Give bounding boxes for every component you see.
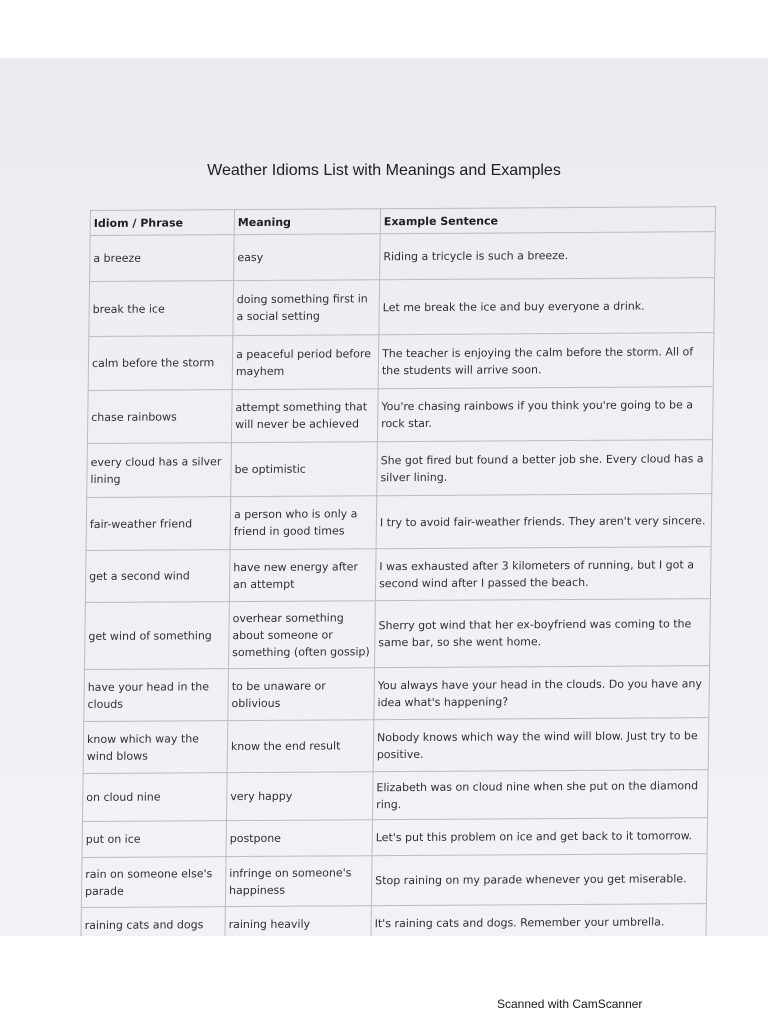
table-row — [89, 278, 715, 337]
example-cell: She got fired but found a better job she. Every cloud has a silver lining. — [377, 440, 713, 496]
example-cell: Let's put this problem on ice and get back to it tomorrow. — [372, 818, 708, 856]
meaning-cell: attempt something that will never be achieved — [231, 389, 378, 443]
table-row — [82, 818, 708, 858]
meaning-cell: be optimistic — [231, 442, 378, 497]
example-cell: Stop raining on my parade whenever you get miserable. — [371, 854, 707, 906]
meaning-cell: very happy — [227, 772, 374, 821]
example-cell: Riding a tricycle is such a breeze. — [380, 232, 716, 280]
meaning-cell: infringe on someone's happiness — [225, 856, 372, 907]
table-row — [81, 854, 707, 908]
example-cell: Let me break the ice and buy everyone a drink. — [379, 278, 715, 335]
table-row — [87, 440, 713, 498]
idiom-cell: every cloud has a silver lining — [87, 443, 232, 498]
table-row — [82, 770, 708, 822]
idiom-cell: break the ice — [89, 281, 234, 337]
idiom-cell: get wind of something — [84, 602, 229, 670]
example-cell: Nobody knows which way the wind will blow. Just try to be positive. — [373, 718, 709, 772]
idiom-cell: raining cats and dogs — [81, 907, 225, 936]
table-header-row — [90, 207, 715, 236]
document-title: Weather Idioms List with Meanings and Examples — [207, 162, 561, 179]
meaning-cell: to be unaware or oblivious — [228, 668, 375, 721]
idiom-cell: rain on someone else's parade — [81, 857, 226, 908]
meaning-cell: have new energy after an attempt — [229, 549, 376, 602]
column-header-example: Example Sentence — [380, 207, 715, 234]
table-row — [83, 718, 709, 774]
meaning-cell: a peaceful period before mayhem — [232, 335, 379, 390]
example-cell: The teacher is enjoying the calm before the storm. All of the students will arrive soon. — [378, 333, 714, 389]
idiom-cell: chase rainbows — [87, 390, 232, 444]
example-cell: I was exhausted after 3 kilometers of running, but I got a second wind after I passed the beach. — [375, 547, 711, 601]
scanned-paper — [0, 58, 768, 936]
example-cell: Elizabeth was on cloud nine when she put on the diamond ring. — [373, 770, 709, 820]
example-cell: You always have your head in the clouds. Do you have any idea what's happening? — [374, 666, 710, 720]
column-header-idiom: Idiom / Phrase — [90, 210, 234, 236]
idiom-cell: calm before the storm — [88, 336, 233, 391]
meaning-cell: raining heavily — [225, 906, 371, 936]
table-row — [90, 232, 716, 282]
table-row — [85, 547, 711, 603]
meaning-cell: know the end result — [227, 720, 374, 773]
idiom-cell: know which way the wind blows — [83, 721, 228, 774]
meaning-cell: easy — [234, 234, 381, 281]
idioms-table — [80, 206, 716, 936]
example-cell: You're chasing rainbows if you think you're going to be a rock star. — [377, 387, 713, 442]
idiom-cell: get a second wind — [85, 550, 230, 603]
idioms-table-wrapper — [80, 206, 716, 936]
example-cell: I try to avoid fair-weather friends. They aren't very sincere. — [376, 494, 712, 549]
idiom-cell: fair-weather friend — [86, 497, 231, 551]
scanner-watermark: Scanned with CamScanner — [497, 997, 643, 1011]
idiom-cell: have your head in the clouds — [84, 669, 229, 722]
table-row — [84, 666, 710, 722]
idiom-cell: put on ice — [82, 821, 226, 858]
meaning-cell: doing something first in a social setting — [233, 280, 380, 336]
example-cell: Sherry got wind that her ex-boyfriend was coming to the same bar, so she went home. — [375, 599, 711, 668]
table-row — [88, 333, 714, 391]
meaning-cell: overhear something about someone or something (often gossip) — [228, 601, 375, 669]
table-row — [87, 387, 713, 444]
idiom-cell: on cloud nine — [82, 773, 227, 822]
idiom-cell: a breeze — [90, 235, 235, 282]
meaning-cell: a person who is only a friend in good times — [230, 496, 377, 550]
table-row — [84, 599, 710, 670]
example-cell: It's raining cats and dogs. Remember your umbrella. — [371, 904, 707, 936]
column-header-meaning: Meaning — [234, 209, 380, 235]
table-row — [81, 904, 707, 936]
table-row — [86, 494, 712, 551]
meaning-cell: postpone — [226, 820, 372, 857]
